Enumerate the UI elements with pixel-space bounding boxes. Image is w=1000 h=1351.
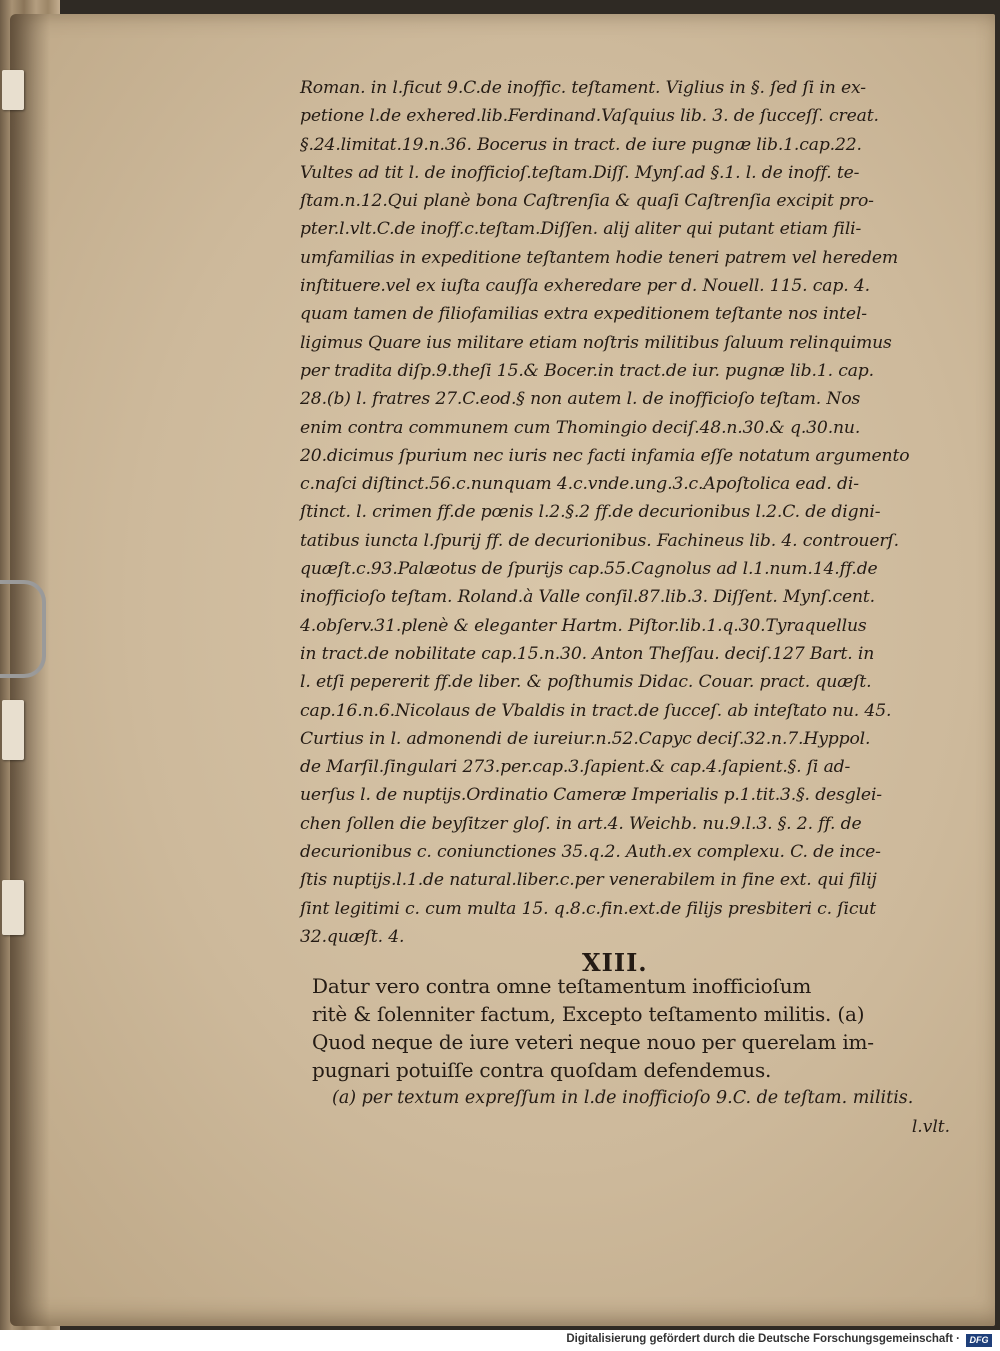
footnote-line: tatibus iuncta l.ſpurij ff. de decurionibus. Fachineus lib. 4. controuerſ. [300,530,899,551]
footnote-line: ſtis nuptijs.l.1.de natural.liber.c.per venerabilem in fine ext. qui filij [300,870,877,891]
footnote-a: (a) per textum expreſſum in l.de inofficioſo 9.C. de teſtam. militis. [332,1088,914,1108]
footnote-line: ſtinct. l. crimen ff.de pœnis l.2.§.2 ff.de decurionibus l.2.C. de digni- [300,502,881,523]
footnote-line: enim contra communem cum Thomingio deciſ.48.n.30.& q.30.nu. [300,417,861,438]
footnote-line: quæſt.c.93.Palæotus de ſpurijs cap.55.Cagnolus ad l.1.num.14.ff.de [300,559,878,580]
body-line: pugnari potuiſſe contra quoſdam defendemus. [312,1058,772,1082]
footnote-line: ſtam.n.12.Qui planè bona Caſtrenſia & quaſi Caſtrenſia excipit pro- [300,191,874,212]
footnote-line: c.naſci diſtinct.56.c.nunquam 4.c.vnde.ung.3.c.Apoſtolica ead. di- [300,474,859,495]
page-tab [2,70,24,110]
footnote-line: 32.quæſt. 4. [300,926,405,947]
footnote-line: decurionibus c. coniunctiones 35.q.2. Auth.ex complexu. C. de ince- [300,842,881,863]
footnote-block [300,74,958,951]
paper-clip [0,580,46,678]
footnote-line: l. etſi pepererit ff.de liber. & poſthumis Didac. Couar. pract. quæſt. [300,672,872,693]
footnote-line: quam tamen de filiofamilias extra expeditionem teſtante nos intel- [300,304,867,325]
footnote-line: uerſus l. de nuptijs.Ordinatio Cameræ Imperialis p.1.tit.3.§. desglei- [300,785,882,806]
section-heading: XIII. [582,948,648,977]
footnote-line: 4.obſerv.31.plenè & eleganter Hartm. Piſtor.lib.1.q.30.Tyraquellus [300,615,867,636]
footnote-line: Roman. in l.ficut 9.C.de inoffic. teſtament. Viglius in §. ſed ſi in ex- [300,78,866,98]
footnote-line: Vultes ad tit l. de inofficioſ.teſtam.Diſſ. Mynſ.ad §.1. l. de inoff. te- [300,162,860,183]
dfg-logo-icon: DFG [966,1334,992,1347]
footnote-line: umfamilias in expeditione teſtantem hodie teneri patrem vel heredem [300,247,899,268]
footnote-line: pter.l.vlt.C.de inoff.c.teſtam.Diſſen. alij aliter qui putant etiam fili- [300,219,862,240]
body-line: Datur vero contra omne teſtamentum inofficioſum [312,974,812,998]
footnote-line: 28.(b) l. fratres 27.C.eod.§ non autem l. de inofficioſo teſtam. Nos [300,389,861,410]
footnote-line: per tradita diſp.9.theſi 15.& Bocer.in tract.de iur. pugnæ lib.1. cap. [300,360,874,381]
body-paragraph [312,972,962,1084]
catchword: l.vlt. [911,1117,950,1137]
footnote-line: ſint legitimi c. cum multa 15. q.8.c.fin.ext.de filijs presbiteri c. ſicut [300,898,876,919]
footnote-line: cap.16.n.6.Nicolaus de Vbaldis in tract.de ſucceſ. ab inteſtato nu. 45. [300,700,892,721]
footnote-line: chen ſollen die beyſitzer gloſ. in art.4. Weichb. nu.9.l.3. §. 2. ff. de [300,813,862,834]
body-line: ritè & ſolenniter factum, Excepto teſtamento militis. (a) [312,1002,865,1026]
footnote-line: 20.dicimus ſpurium nec iuris nec facti infamia eſſe notatum argumento [300,445,910,466]
footnote-line: inſtituere.vel ex iuſta cauſſa exheredare per d. Nouell. 115. cap. 4. [300,276,870,297]
footnote-line: petione l.de exhered.lib.Ferdinand.Vaſquius lib. 3. de ſucceſſ. creat. [300,106,879,127]
footnote-line: §.24.limitat.19.n.36. Bocerus in tract. de iure pugnæ lib.1.cap.22. [300,134,862,155]
footnote-line: ligimus Quare ius militare etiam noſtris militibus ſaluum relinquimus [300,332,892,353]
footer-credit: Digitalisierung gefördert durch die Deutsche Forschungsgemeinschaft · [566,1333,960,1345]
footnote-line: Curtius in l. admonendi de iureiur.n.52.Capyc deciſ.32.n.7.Hyppol. [300,728,871,749]
footnote-line: in tract.de nobilitate cap.15.n.30. Anton Theſſau. deciſ.127 Bart. in [300,643,875,664]
footnote-line: inofficioſo teſtam. Roland.à Valle conſil.87.lib.3. Diſſent. Mynſ.cent. [300,587,875,608]
footnote-line: de Marſil.ſingulari 273.per.cap.3.ſapient.& cap.4.ſapient.§. ſi ad- [300,757,851,778]
body-line: Quod neque de iure veteri neque nouo per querelam im- [312,1030,874,1054]
page-tab [2,880,24,935]
page-tab [2,700,24,760]
